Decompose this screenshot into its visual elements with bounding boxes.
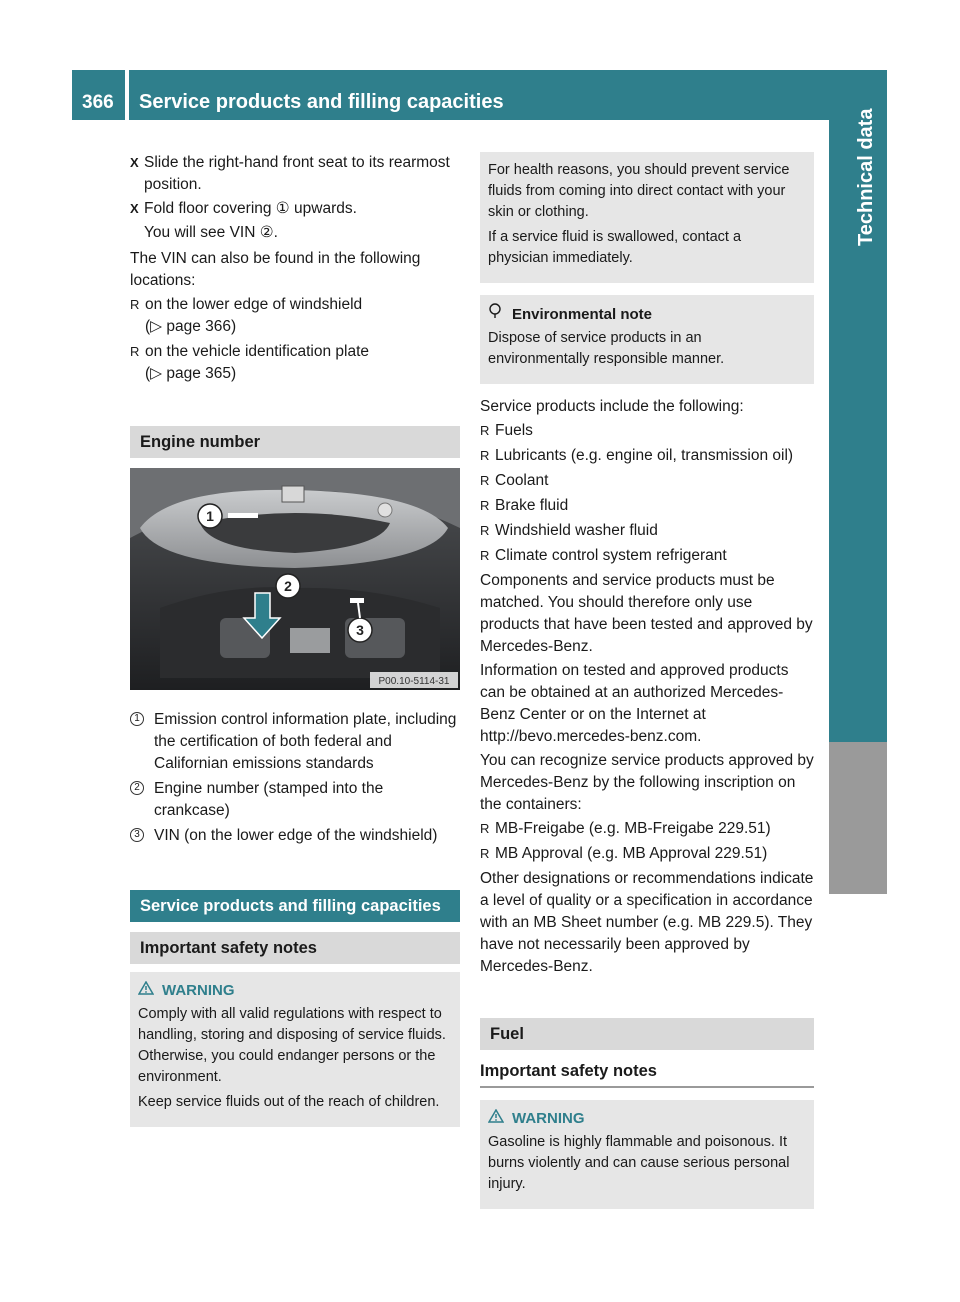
instruction-step: X Slide the right-hand front seat to its rearmost position. — [130, 152, 460, 196]
side-tab-grey — [829, 742, 887, 894]
warning-title-text: WARNING — [162, 982, 235, 999]
paragraph: Other designations or recommendations indicate a level of quality or a specification in accordance with an MB Sheet number (e.g. MB 229.5). They have not necessarily been approved by Mercedes-Benz. — [480, 870, 814, 975]
warning-text: Gasoline is highly flammable and poisonous. It burns violently and can cause serious personal injury. — [488, 1134, 790, 1192]
legend-number: 2 — [130, 781, 144, 795]
list-item: R Fuels — [480, 420, 814, 442]
list-item — [130, 294, 460, 338]
list-item-text: R on the vehicle identification plate — [145, 343, 370, 360]
legend-text: Engine number (stamped into the crankcase) — [154, 780, 384, 819]
callout-3: 3 — [356, 622, 364, 638]
list-item: R Lubricants (e.g. engine oil, transmission oil) — [480, 445, 814, 467]
callout-1: 1 — [206, 508, 214, 524]
health-note-text: If a service fluid is swallowed, contact a physician immediately. — [488, 229, 742, 266]
legend-text: VIN (on the lower edge of the windshield) — [154, 827, 438, 844]
page-number: 366 — [72, 70, 125, 120]
list-item: R MB-Freigabe (e.g. MB-Freigabe 229.51) — [480, 818, 814, 840]
environmental-note-box — [480, 295, 814, 384]
warning-title-text: WARNING — [512, 1110, 585, 1127]
warning-box — [130, 972, 460, 1127]
warning-title — [488, 1108, 804, 1129]
instruction-step: X Fold floor covering ① upwards. — [130, 198, 460, 220]
list-item-text: R on the lower edge of windshield — [145, 296, 363, 313]
list-item — [130, 341, 460, 385]
warning-triangle-icon — [138, 980, 154, 1001]
legend-item — [130, 709, 460, 775]
warning-text: Comply with all valid regulations with respect to handling, storing and disposing of service fluids. Otherwise, you could endanger persons or the environment. — [138, 1006, 446, 1085]
lightbulb-icon — [488, 303, 504, 325]
page-title: Service products and filling capacities — [129, 70, 887, 120]
list-item: R Climate control system refrigerant — [480, 545, 814, 567]
health-note-box — [480, 152, 814, 283]
legend-item — [130, 825, 460, 847]
left-column — [130, 152, 460, 1127]
env-note-text: Dispose of service products in an environmentally responsible manner. — [488, 330, 725, 367]
env-note-title-text: Environmental note — [512, 306, 653, 323]
legend-text: Emission control information plate, including the certification of both federal and Californian emissions standards — [154, 711, 457, 772]
warning-triangle-icon — [488, 1108, 504, 1129]
vin-intro: The VIN can also be found in the following locations: — [130, 250, 421, 289]
section-heading-fuel: Fuel — [480, 1018, 814, 1050]
fuel-warning-box — [480, 1100, 814, 1209]
legend-number: 1 — [130, 712, 144, 726]
warning-text: Keep service fluids out of the reach of children. — [138, 1094, 440, 1110]
section-tab — [829, 108, 887, 742]
legend-number: 3 — [130, 828, 144, 842]
env-note-title — [488, 303, 804, 325]
section-heading-engine-number: Engine number — [130, 426, 460, 458]
subheading-safety-notes: Important safety notes — [480, 1060, 814, 1088]
section-heading-service-products: Service products and filling capacities — [130, 890, 460, 922]
health-note-text: For health reasons, you should prevent service fluids from coming into direct contact with your skin or clothing. — [488, 162, 790, 220]
paragraph: You can recognize service products approved by Mercedes-Benz by the following inscription on the containers: — [480, 752, 814, 813]
callout-2: 2 — [284, 578, 292, 594]
paragraph: Components and service products must be matched. You should therefore only use products that have been tested and approved by Mercedes-Benz. — [480, 572, 813, 655]
list-item: R Coolant — [480, 470, 814, 492]
warning-title — [138, 980, 450, 1001]
engine-bay-photo — [130, 468, 460, 690]
list-item: R MB Approval (e.g. MB Approval 229.51) — [480, 843, 814, 865]
section-heading-safety-notes: Important safety notes — [130, 932, 460, 964]
right-column — [480, 152, 814, 1209]
list-item: R Windshield washer fluid — [480, 520, 814, 542]
paragraph: Information on tested and approved products can be obtained at an authorized Mercedes-Benz Center or on the Internet at http://bevo.mercedes-benz.com. — [480, 662, 789, 745]
page-reference-link[interactable]: (▷ page 365) — [145, 365, 237, 382]
photo-code: P00.10-5114-31 — [378, 676, 450, 687]
step-result: You will see VIN ②. — [144, 224, 278, 241]
section-tab-label: Technical data — [855, 108, 877, 246]
products-intro: Service products include the following: — [480, 398, 744, 415]
list-item: R Brake fluid — [480, 495, 814, 517]
page-reference-link[interactable]: (▷ page 366) — [145, 318, 237, 335]
legend-item — [130, 778, 460, 822]
